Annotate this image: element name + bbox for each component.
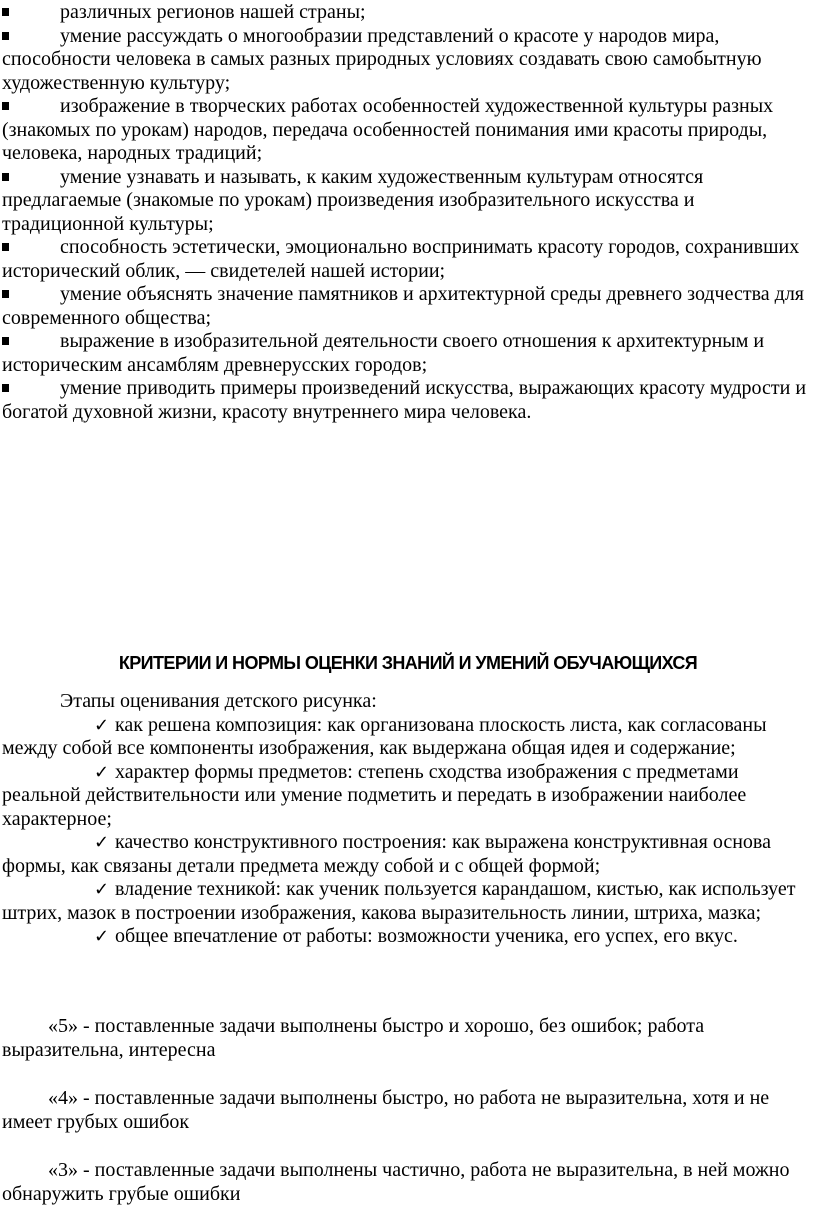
check-text: общее впечатление от работы: возможности ученика, его успех, его вкус.: [115, 925, 738, 947]
bullet-text: умение объяснять значение памятников и архитектурной среды древнего зодчества для современного общества;: [2, 283, 805, 329]
bullet-item: [2, 330, 814, 377]
bullet-text: умение рассуждать о многообразии представлений о красоте у народов мира, способности человека в самых разных природных условиях создавать свою самобытную художественную культуру;: [2, 24, 762, 94]
bullet-text: способность эстетически, эмоционально воспринимать красоту городов, сохранивших исторический облик, — свидетелей нашей истории;: [2, 236, 800, 282]
section-heading: КРИТЕРИИ И НОРМЫ ОЦЕНКИ ЗНАНИЙ И УМЕНИЙ ОБУЧАЮЩИХСЯ: [118, 653, 698, 673]
square-bullet-icon: [2, 173, 9, 181]
check-item: [2, 878, 814, 925]
grade-5-criterion: «5» - поставленные задачи выполнены быстро и хорошо, без ошибок; работа выразительна, интересна: [2, 1015, 705, 1061]
square-bullet-icon: [2, 8, 9, 16]
checkmark-icon: ✓: [94, 761, 110, 783]
bullet-text: выражение в изобразительной деятельности своего отношения к архитектурным и историческим ансамблям древнерусских городов;: [2, 330, 765, 376]
checkmark-icon: ✓: [94, 879, 110, 900]
bullet-item: [2, 95, 814, 166]
bullet-item: [2, 25, 814, 96]
check-text: владение техникой: как ученик пользуется карандашом, кистью, как использует штрих, мазок в построении изображения, какова выразительность линии, штриха, мазка;: [2, 878, 796, 924]
evaluation-stages: [2, 690, 814, 949]
bullet-text: умение приводить примеры произведений искусства, выражающих красоту мудрости и богатой духовной жизни, красоту внутреннего мира человека.: [2, 377, 807, 423]
bullet-item: [2, 377, 814, 424]
bullet-text: различных регионов нашей страны;: [60, 1, 366, 23]
square-bullet-icon: [2, 32, 9, 40]
bullet-text: умение узнавать и называть, к каким художественным культурам относятся предлагаемые (знакомые по урокам) произведения изобразительного искусства и традиционной культуры;: [2, 165, 704, 235]
bullet-item: [2, 283, 814, 330]
square-bullet-icon: [2, 337, 9, 345]
checkmark-icon: ✓: [94, 714, 110, 736]
checkmark-icon: ✓: [94, 832, 110, 853]
bullet-text: изображение в творческих работах особенностей художественной культуры разных (знакомых по урокам) народов, передача особенностей понимания ими красоты природы, человека, народных традиций;: [2, 95, 774, 164]
check-item: [2, 714, 814, 761]
square-bullet-icon: [2, 290, 9, 298]
check-item: [2, 925, 814, 949]
square-bullet-icon: [2, 243, 9, 251]
bullet-list: [2, 1, 814, 424]
grade-4-criterion: «4» - поставленные задачи выполнены быстро, но работа не выразительна, хотя и не имеет грубых ошибок: [2, 1087, 770, 1133]
bullet-item: [2, 1, 814, 25]
square-bullet-icon: [2, 102, 9, 110]
stages-intro: Этапы оценивания детского рисунка:: [60, 690, 377, 712]
check-text: характер формы предметов: степень сходства изображения с предметами реальной действительности или умение подметить и передать в изображении наиболее характерное;: [2, 760, 747, 830]
check-text: качество конструктивного построения: как выражена конструктивная основа формы, как связаны детали предмета между собой и с общей формой;: [2, 831, 771, 877]
grade-3-criterion: «3» - поставленные задачи выполнены частично, работа не выразительна, в ней можно обнаружить грубые ошибки: [2, 1159, 790, 1205]
check-text: как решена композиция: как организована плоскость листа, как согласованы между собой все компоненты изображения, как выдержана общая идея и содержание;: [2, 713, 767, 759]
checkmark-icon: ✓: [94, 926, 110, 947]
check-item: [2, 831, 814, 878]
square-bullet-icon: [2, 384, 9, 392]
bullet-item: [2, 166, 814, 237]
bullet-item: [2, 236, 814, 283]
check-item: [2, 761, 814, 832]
